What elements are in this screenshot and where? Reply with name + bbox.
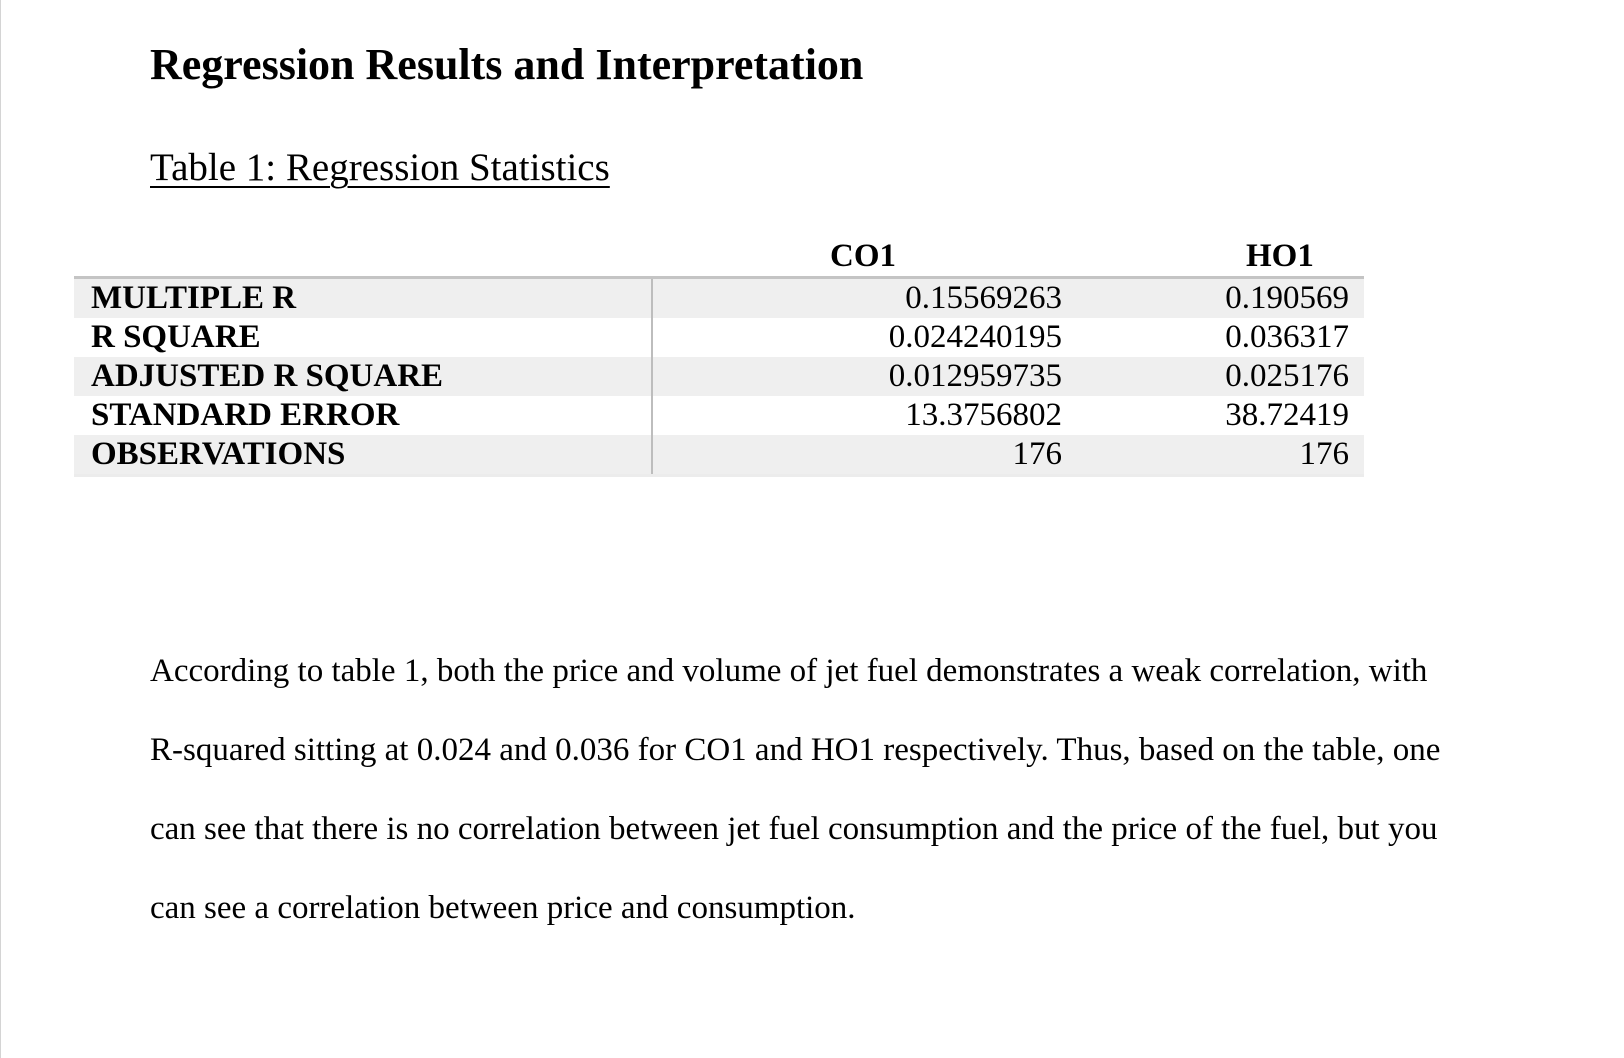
ho1-value: 0.025176	[1064, 357, 1364, 396]
row-label: STANDARD ERROR	[74, 396, 652, 435]
ho1-value: 38.72419	[1064, 396, 1364, 435]
column-header-co1: CO1	[652, 234, 1064, 278]
co1-value: 13.3756802	[652, 396, 1064, 435]
interpretation-paragraph: According to table 1, both the price and volume of jet fuel demonstrates a weak correlation, with R-squared sitting at 0.024 and 0.036 for CO1 and HO1 respectively. Thus, based on the table, one can see that there is no correlation between jet fuel consumption and the price of the fuel, but you can see a correlation between price and consumption.	[150, 653, 1441, 926]
co1-value: 0.012959735	[652, 357, 1064, 396]
row-label: R SQUARE	[74, 318, 652, 357]
co1-value: 176	[652, 435, 1064, 476]
table-row	[74, 435, 1364, 476]
table-caption: Table 1: Regression Statistics	[150, 146, 610, 189]
table-row	[74, 357, 1364, 396]
row-label: MULTIPLE R	[74, 278, 652, 319]
table-row	[74, 396, 1364, 435]
row-label: OBSERVATIONS	[74, 435, 652, 476]
header-corner-cell	[74, 234, 652, 278]
page-edge	[0, 0, 1, 1058]
regression-statistics-table	[74, 234, 1364, 477]
row-label: ADJUSTED R SQUARE	[74, 357, 652, 396]
ho1-value: 0.190569	[1064, 278, 1364, 319]
co1-value: 0.15569263	[652, 278, 1064, 319]
column-header-ho1: HO1	[1064, 234, 1364, 278]
ho1-value: 0.036317	[1064, 318, 1364, 357]
document-heading: Regression Results and Interpretation	[150, 40, 864, 89]
table-row	[74, 318, 1364, 357]
table-header-row	[74, 234, 1364, 278]
table-row	[74, 278, 1364, 319]
co1-value: 0.024240195	[652, 318, 1064, 357]
ho1-value: 176	[1064, 435, 1364, 476]
